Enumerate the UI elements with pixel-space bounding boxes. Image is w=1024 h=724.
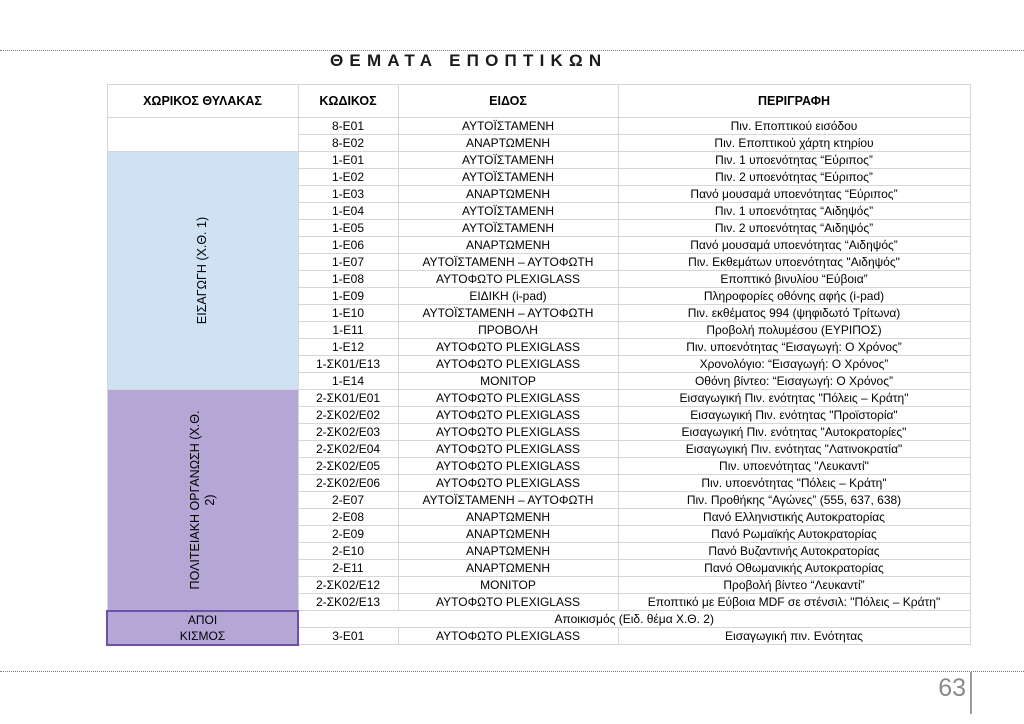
header-description: ΠΕΡΙΓΡΑΦΗ bbox=[618, 85, 970, 118]
row-description: Εισαγωγική πιν. Ενότητας bbox=[618, 628, 970, 645]
row-code: 1-E04 bbox=[298, 203, 398, 220]
row-code: 2-ΣΚ01/E01 bbox=[298, 390, 398, 407]
row-code: 1-E02 bbox=[298, 169, 398, 186]
row-type: ΑΝΑΡΤΩΜΕΝΗ bbox=[398, 526, 618, 543]
row-type: ΑΝΑΡΤΩΜΕΝΗ bbox=[398, 237, 618, 254]
row-type: ΑΥΤΟΦΩΤΟ PLEXIGLASS bbox=[398, 628, 618, 645]
row-type: ΑΥΤΟΦΩΤΟ PLEXIGLASS bbox=[398, 475, 618, 492]
row-type: ΑΥΤΟΦΩΤΟ PLEXIGLASS bbox=[398, 271, 618, 288]
row-type: ΑΥΤΟΦΩΤΟ PLEXIGLASS bbox=[398, 390, 618, 407]
row-description: Πιν. 1 υποενότητας “Εύριπος” bbox=[618, 152, 970, 169]
row-description: Πιν. 2 υποενότητας “Εύριπος” bbox=[618, 169, 970, 186]
row-description: Πιν. υποενότητας "Πόλεις – Κράτη" bbox=[618, 475, 970, 492]
row-code: 2-ΣΚ02/E02 bbox=[298, 407, 398, 424]
row-type: ΑΥΤΟΦΩΤΟ PLEXIGLASS bbox=[398, 339, 618, 356]
row-code: 1-E08 bbox=[298, 271, 398, 288]
row-description: Πιν. υποενότητας “Εισαγωγή: Ο Χρόνος” bbox=[618, 339, 970, 356]
row-code: 1-E01 bbox=[298, 152, 398, 169]
table-body bbox=[107, 118, 970, 645]
row-description: Εισαγωγική Πιν. ενότητας "Πόλεις – Κράτη" bbox=[618, 390, 970, 407]
row-type: ΑΝΑΡΤΩΜΕΝΗ bbox=[398, 560, 618, 577]
row-code: 1-E05 bbox=[298, 220, 398, 237]
display-themes-table bbox=[106, 84, 971, 646]
row-type: ΑΥΤΟΦΩΤΟ PLEXIGLASS bbox=[398, 594, 618, 611]
row-description: Εισαγωγική Πιν. ενότητας "Λατινοκρατία" bbox=[618, 441, 970, 458]
row-code: 1-E14 bbox=[298, 373, 398, 390]
row-type: ΜΟΝΙΤΟΡ bbox=[398, 577, 618, 594]
row-type: ΑΝΑΡΤΩΜΕΝΗ bbox=[398, 135, 618, 152]
row-description: Πανό μουσαμά υποενότητας “Αιδηψός” bbox=[618, 237, 970, 254]
row-type: ΑΥΤΟΪΣΤΑΜΕΝΗ bbox=[398, 169, 618, 186]
row-description: Πιν. Εποπτικού εισόδου bbox=[618, 118, 970, 135]
row-type: ΑΝΑΡΤΩΜΕΝΗ bbox=[398, 186, 618, 203]
zone-political-cell bbox=[107, 390, 298, 611]
row-description: Πανό Βυζαντινής Αυτοκρατορίας bbox=[618, 543, 970, 560]
row-description: Πανό Οθωμανικής Αυτοκρατορίας bbox=[618, 560, 970, 577]
row-description: Εποπτικό βινυλίου “Εύβοια” bbox=[618, 271, 970, 288]
row-description: Πιν. 2 υποενότητας “Αιδηψός” bbox=[618, 220, 970, 237]
row-description: Εισαγωγική Πιν. ενότητας "Προϊστορία" bbox=[618, 407, 970, 424]
row-description: Πανό Ρωμαϊκής Αυτοκρατορίας bbox=[618, 526, 970, 543]
row-description: Πιν. εκθέματος 994 (ψηφιδωτό Τρίτωνα) bbox=[618, 305, 970, 322]
row-type: ΑΥΤΟΦΩΤΟ PLEXIGLASS bbox=[398, 407, 618, 424]
row-code: 1-E10 bbox=[298, 305, 398, 322]
row-code: 1-E12 bbox=[298, 339, 398, 356]
header-zone: ΧΩΡΙΚΟΣ ΘΥΛΑΚΑΣ bbox=[107, 85, 298, 118]
row-description: Προβολή πολυμέσου (ΕΥΡΙΠΟΣ) bbox=[618, 322, 970, 339]
header-code: ΚΩΔΙΚΟΣ bbox=[298, 85, 398, 118]
row-code: 2-E10 bbox=[298, 543, 398, 560]
page-number-bar bbox=[970, 672, 972, 714]
settlement-note: Αποικισμός (Ειδ. θέμα Χ.Θ. 2) bbox=[298, 611, 970, 628]
row-code: 1-E11 bbox=[298, 322, 398, 339]
row-type: ΠΡΟΒΟΛΗ bbox=[398, 322, 618, 339]
row-code: 2-E11 bbox=[298, 560, 398, 577]
row-description: Πιν. Εκθεμάτων υποενότητας "Αιδηψός" bbox=[618, 254, 970, 271]
row-code: 1-E07 bbox=[298, 254, 398, 271]
row-type: ΕΙΔΙΚΗ (i-pad) bbox=[398, 288, 618, 305]
row-code: 1-E06 bbox=[298, 237, 398, 254]
row-code: 2-ΣΚ02/E05 bbox=[298, 458, 398, 475]
row-type: ΑΝΑΡΤΩΜΕΝΗ bbox=[398, 509, 618, 526]
row-type: ΑΥΤΟΦΩΤΟ PLEXIGLASS bbox=[398, 424, 618, 441]
page-number: 63 bbox=[938, 674, 966, 702]
table-row bbox=[107, 611, 970, 628]
zone-intro-label: ΕΙΣΑΓΩΓΗ (Χ.Θ. 1) bbox=[195, 216, 209, 325]
row-code: 8-E01 bbox=[298, 118, 398, 135]
row-type: ΑΝΑΡΤΩΜΕΝΗ bbox=[398, 543, 618, 560]
row-description: Πιν. υποενότητας "Λευκαντί" bbox=[618, 458, 970, 475]
row-code: 2-ΣΚ02/E06 bbox=[298, 475, 398, 492]
row-type: ΑΥΤΟΪΣΤΑΜΕΝΗ bbox=[398, 118, 618, 135]
row-code: 2-E08 bbox=[298, 509, 398, 526]
zone-settlement-label: ΑΠΟΙ ΚΙΣΜΟΣ bbox=[179, 612, 226, 643]
row-code: 2-ΣΚ02/E04 bbox=[298, 441, 398, 458]
table-row bbox=[107, 152, 970, 169]
row-type: ΜΟΝΙΤΟΡ bbox=[398, 373, 618, 390]
row-description: Πανό Ελληνιστικής Αυτοκρατορίας bbox=[618, 509, 970, 526]
row-type: ΑΥΤΟΦΩΤΟ PLEXIGLASS bbox=[398, 458, 618, 475]
row-description: Εισαγωγική Πιν. ενότητας "Αυτοκρατορίες" bbox=[618, 424, 970, 441]
row-type: ΑΥΤΟΦΩΤΟ PLEXIGLASS bbox=[398, 356, 618, 373]
row-code: 2-ΣΚ02/E03 bbox=[298, 424, 398, 441]
row-type: ΑΥΤΟΪΣΤΑΜΕΝΗ – ΑΥΤΟΦΩΤΗ bbox=[398, 492, 618, 509]
row-description: Προβολή βίντεο “Λευκαντί” bbox=[618, 577, 970, 594]
table-row bbox=[107, 390, 970, 407]
table-row bbox=[107, 118, 970, 135]
page-title: ΘΕΜΑΤΑ ΕΠΟΠΤΙΚΩΝ bbox=[330, 51, 608, 70]
row-code: 3-E01 bbox=[298, 628, 398, 645]
zone-settlement-cell bbox=[107, 611, 298, 645]
zone-empty-cell bbox=[107, 118, 298, 152]
row-code: 2-ΣΚ02/E13 bbox=[298, 594, 398, 611]
row-description: Πανό μουσαμά υποενότητας “Εύριπος” bbox=[618, 186, 970, 203]
row-code: 2-E07 bbox=[298, 492, 398, 509]
row-code: 8-E02 bbox=[298, 135, 398, 152]
zone-intro-cell bbox=[107, 152, 298, 390]
row-description: Εποπτικό με Εύβοια MDF σε στένσιλ: "Πόλεις – Κράτη" bbox=[618, 594, 970, 611]
row-code: 1-E03 bbox=[298, 186, 398, 203]
row-code: 2-E09 bbox=[298, 526, 398, 543]
row-description: Πληροφορίες οθόνης αφής (i-pad) bbox=[618, 288, 970, 305]
row-description: Οθόνη βίντεο: “Εισαγωγή: Ο Χρόνος” bbox=[618, 373, 970, 390]
row-description: Πιν. Προθήκης “Αγώνες” (555, 637, 638) bbox=[618, 492, 970, 509]
row-type: ΑΥΤΟΪΣΤΑΜΕΝΗ bbox=[398, 152, 618, 169]
row-code: 1-E09 bbox=[298, 288, 398, 305]
row-type: ΑΥΤΟΪΣΤΑΜΕΝΗ – ΑΥΤΟΦΩΤΗ bbox=[398, 254, 618, 271]
row-type: ΑΥΤΟΪΣΤΑΜΕΝΗ – ΑΥΤΟΦΩΤΗ bbox=[398, 305, 618, 322]
header-type: ΕΙΔΟΣ bbox=[398, 85, 618, 118]
row-description: Πιν. Εποπτικού χάρτη κτηρίου bbox=[618, 135, 970, 152]
row-type: ΑΥΤΟΦΩΤΟ PLEXIGLASS bbox=[398, 441, 618, 458]
row-type: ΑΥΤΟΪΣΤΑΜΕΝΗ bbox=[398, 220, 618, 237]
header-row bbox=[107, 85, 970, 118]
bottom-dotted-rule bbox=[0, 671, 1024, 672]
row-type: ΑΥΤΟΪΣΤΑΜΕΝΗ bbox=[398, 203, 618, 220]
row-code: 1-ΣΚ01/E13 bbox=[298, 356, 398, 373]
zone-political-label: ΠΟΛΙΤΕΙΑΚΗ ΟΡΓΑΝΩΣΗ (Χ.Θ. 2) bbox=[187, 410, 217, 590]
row-code: 2-ΣΚ02/E12 bbox=[298, 577, 398, 594]
row-description: Χρονολόγιο: “Εισαγωγή: Ο Χρόνος” bbox=[618, 356, 970, 373]
row-description: Πιν. 1 υποενότητας “Αιδηψός” bbox=[618, 203, 970, 220]
